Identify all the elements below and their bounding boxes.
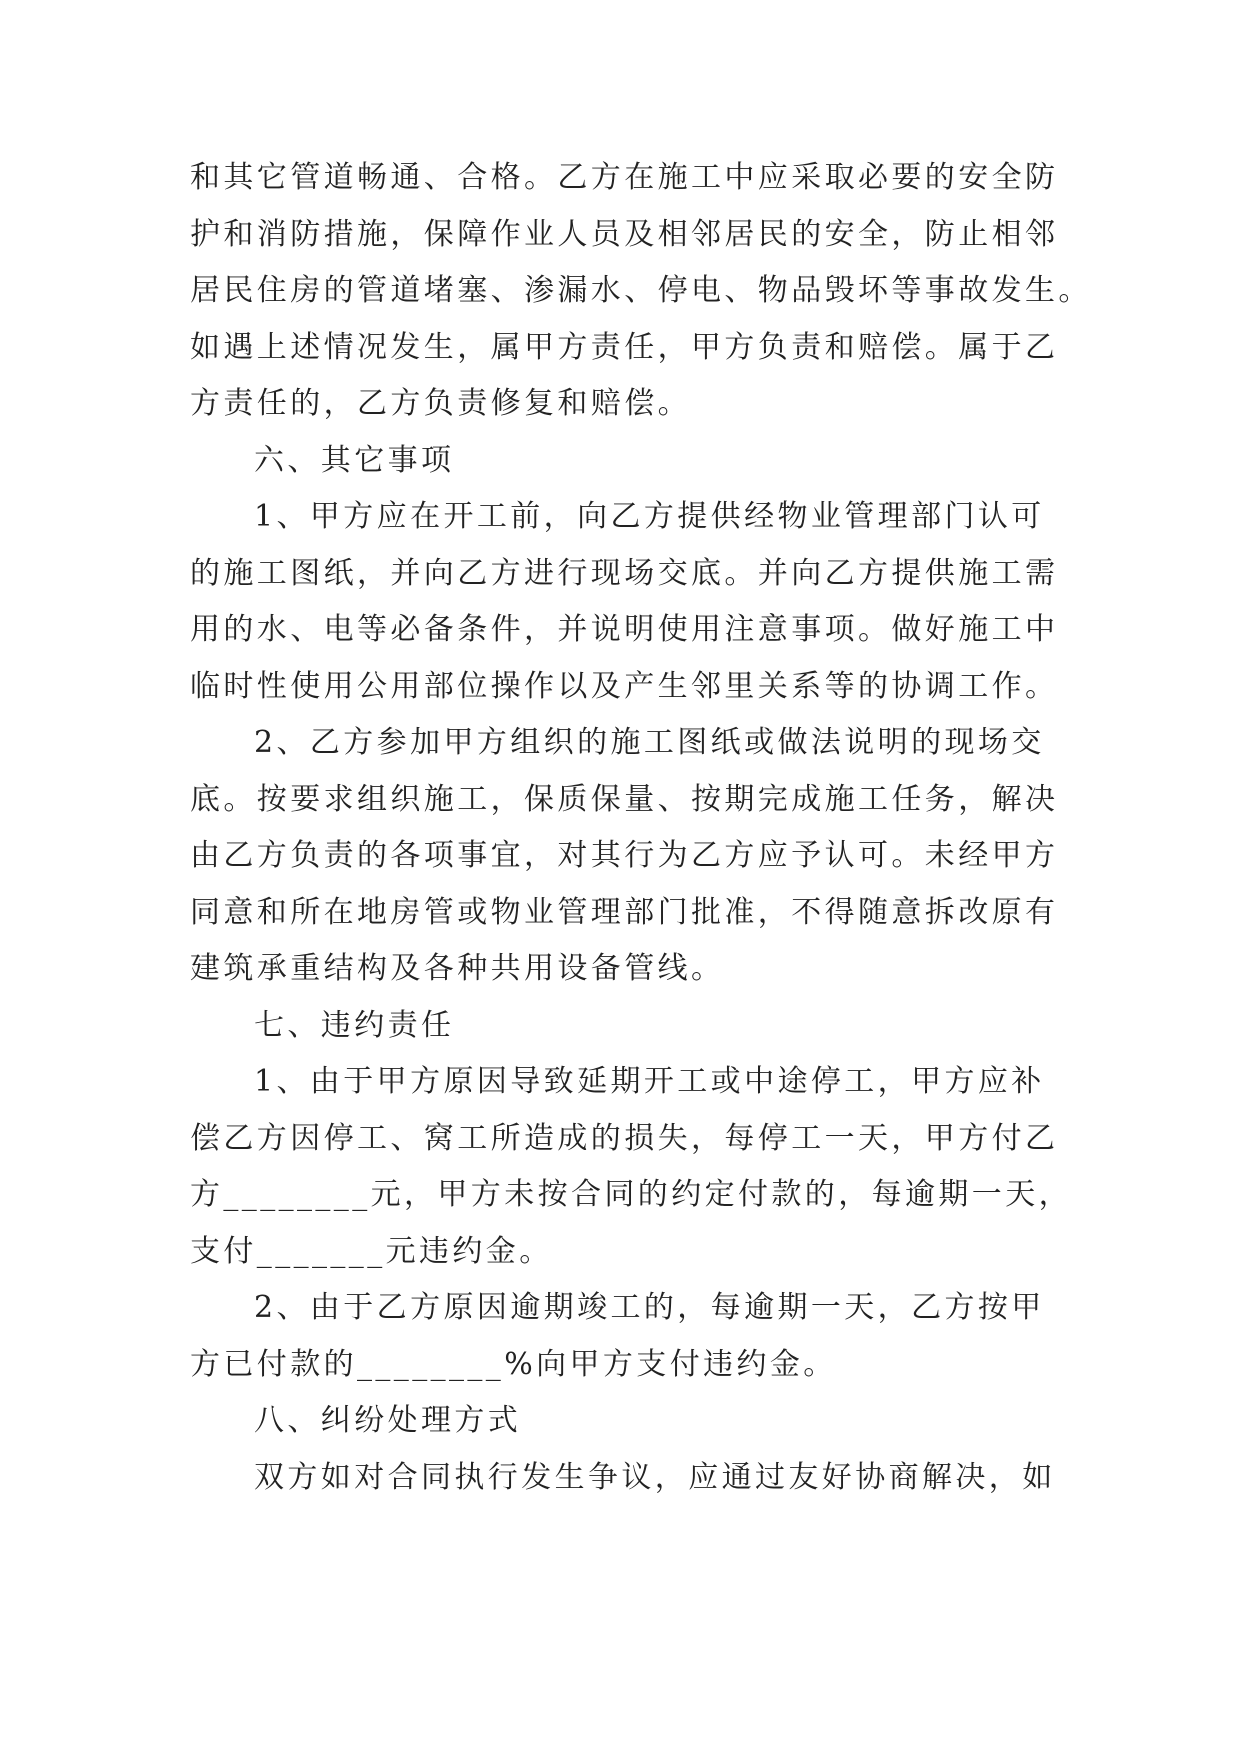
paragraph-line: 用的水、电等必备条件，并说明使用注意事项。做好施工中 <box>190 612 1059 647</box>
paragraph-line: 2、由于乙方原因逾期竣工的，每逾期一天，乙方按甲 <box>254 1290 1045 1325</box>
section-heading: 七、违约责任 <box>254 1007 455 1043</box>
paragraph-line: 2、乙方参加甲方组织的施工图纸或做法说明的现场交 <box>254 725 1045 760</box>
section-heading: 八、纠纷处理方式 <box>254 1403 522 1438</box>
paragraph-line: 方已付款的________%向甲方支付违约金。 <box>190 1346 837 1382</box>
paragraph-line: 底。按要求组织施工，保质保量、按期完成施工任务，解决 <box>190 781 1059 817</box>
document-body <box>190 158 1092 1514</box>
paragraph-line: 支付_______元违约金。 <box>190 1233 553 1269</box>
paragraph-line: 由乙方负责的各项事宜，对其行为乙方应予认可。未经甲方 <box>190 838 1059 873</box>
paragraph-line: 的施工图纸，并向乙方进行现场交底。并向乙方提供施工需 <box>190 555 1059 591</box>
paragraph-line: 1、甲方应在开工前，向乙方提供经物业管理部门认可 <box>254 499 1045 534</box>
paragraph-line: 方________元，甲方未按合同的约定付款的，每逾期一天， <box>190 1177 1072 1212</box>
paragraph-line: 如遇上述情况发生，属甲方责任，甲方负责和赔偿。属于乙 <box>190 329 1059 365</box>
section-heading: 六、其它事项 <box>254 442 455 478</box>
paragraph-line: 护和消防措施，保障作业人员及相邻居民的安全，防止相邻 <box>190 216 1059 252</box>
paragraph-line: 建筑承重结构及各种共用设备管线。 <box>190 951 725 986</box>
paragraph-line: 1、由于甲方原因导致延期开工或中途停工，甲方应补 <box>254 1064 1045 1099</box>
paragraph-line: 方责任的，乙方负责修复和赔偿。 <box>190 386 691 421</box>
paragraph-line: 双方如对合同执行发生争议，应通过友好协商解决，如 <box>254 1459 1056 1495</box>
paragraph-line: 偿乙方因停工、窝工所造成的损失，每停工一天，甲方付乙 <box>190 1120 1059 1156</box>
paragraph-line: 和其它管道畅通、合格。乙方在施工中应采取必要的安全防 <box>190 160 1059 195</box>
paragraph-line: 居民住房的管道堵塞、渗漏水、停电、物品毁坏等事故发生。 <box>190 273 1092 308</box>
paragraph-line: 同意和所在地房管或物业管理部门批准，不得随意拆改原有 <box>190 894 1059 930</box>
paragraph-line: 临时性使用公用部位操作以及产生邻里关系等的协调工作。 <box>190 668 1059 704</box>
